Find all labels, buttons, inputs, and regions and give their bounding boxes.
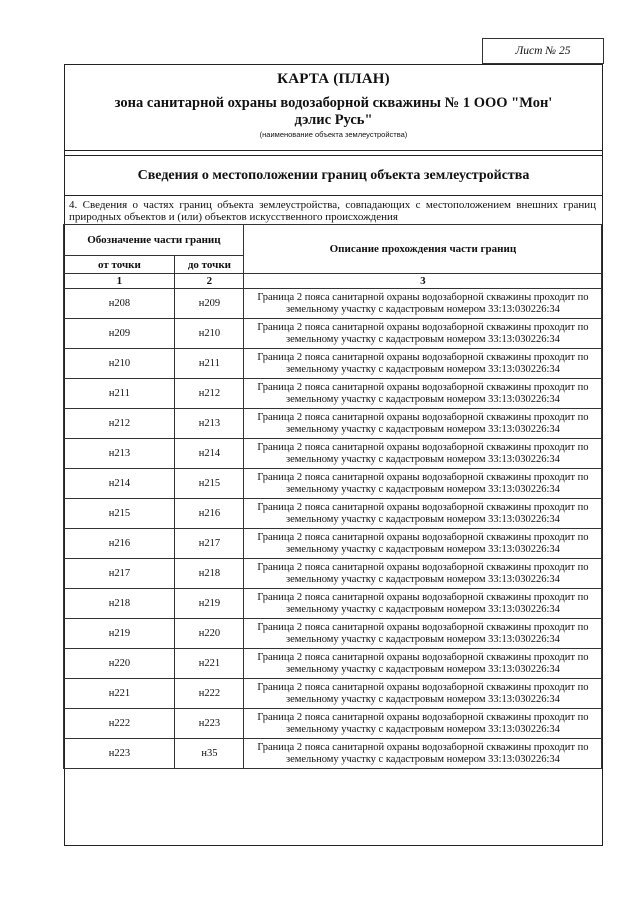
table-row: [64, 739, 602, 769]
column-number: 3: [244, 274, 602, 289]
table-row: [64, 649, 602, 679]
from-point-cell: н218: [64, 589, 175, 619]
to-point-cell: н213: [175, 409, 244, 439]
table-row: [64, 559, 602, 589]
from-point-cell: н215: [64, 499, 175, 529]
from-point-cell: н211: [64, 379, 175, 409]
table-body: [64, 289, 602, 769]
table-row: [64, 439, 602, 469]
from-point-cell: н212: [64, 409, 175, 439]
description-cell: Граница 2 пояса санитарной охраны водозаборной скважины проходит по земельному участку с кадастровым номером 33:13:030226:34: [244, 739, 602, 769]
header-block: [65, 65, 602, 151]
to-point-cell: н35: [175, 739, 244, 769]
to-point-cell: н217: [175, 529, 244, 559]
boundary-table: [63, 224, 602, 769]
description-cell: Граница 2 пояса санитарной охраны водозаборной скважины проходит по земельному участку с кадастровым номером 33:13:030226:34: [244, 559, 602, 589]
table-row: [64, 379, 602, 409]
description-cell: Граница 2 пояса санитарной охраны водозаборной скважины проходит по земельному участку с кадастровым номером 33:13:030226:34: [244, 439, 602, 469]
description-cell: Граница 2 пояса санитарной охраны водозаборной скважины проходит по земельному участку с кадастровым номером 33:13:030226:34: [244, 379, 602, 409]
description-cell: Граница 2 пояса санитарной охраны водозаборной скважины проходит по земельному участку с кадастровым номером 33:13:030226:34: [244, 679, 602, 709]
from-point-cell: н213: [64, 439, 175, 469]
from-point-cell: н210: [64, 349, 175, 379]
from-point-cell: н221: [64, 679, 175, 709]
description-cell: Граница 2 пояса санитарной охраны водозаборной скважины проходит по земельному участку с кадастровым номером 33:13:030226:34: [244, 319, 602, 349]
sheet-number: Лист № 25: [482, 38, 604, 64]
table-row: [64, 409, 602, 439]
description-cell: Граница 2 пояса санитарной охраны водозаборной скважины проходит по земельному участку с кадастровым номером 33:13:030226:34: [244, 289, 602, 319]
description-cell: Граница 2 пояса санитарной охраны водозаборной скважины проходит по земельному участку с кадастровым номером 33:13:030226:34: [244, 619, 602, 649]
description-cell: Граница 2 пояса санитарной охраны водозаборной скважины проходит по земельному участку с кадастровым номером 33:13:030226:34: [244, 469, 602, 499]
description-cell: Граница 2 пояса санитарной охраны водозаборной скважины проходит по земельному участку с кадастровым номером 33:13:030226:34: [244, 649, 602, 679]
description-cell: Граница 2 пояса санитарной охраны водозаборной скважины проходит по земельному участку с кадастровым номером 33:13:030226:34: [244, 499, 602, 529]
from-point-cell: н220: [64, 649, 175, 679]
to-point-cell: н221: [175, 649, 244, 679]
description-cell: Граница 2 пояса санитарной охраны водозаборной скважины проходит по земельному участку с кадастровым номером 33:13:030226:34: [244, 409, 602, 439]
from-point-cell: н217: [64, 559, 175, 589]
header-to-point: до точки: [175, 256, 244, 274]
table-row: [64, 289, 602, 319]
to-point-cell: н220: [175, 619, 244, 649]
object-caption: (наименование объекта землеустройства): [259, 130, 408, 139]
table-row: [64, 319, 602, 349]
to-point-cell: н223: [175, 709, 244, 739]
from-point-cell: н222: [64, 709, 175, 739]
to-point-cell: н210: [175, 319, 244, 349]
to-point-cell: н214: [175, 439, 244, 469]
table-row: [64, 529, 602, 559]
table-row: [64, 469, 602, 499]
section-title: Сведения о местоположении границ объекта землеустройства: [65, 156, 602, 196]
table-row: [64, 349, 602, 379]
document-frame: [64, 64, 603, 846]
to-point-cell: н216: [175, 499, 244, 529]
table-row: [64, 589, 602, 619]
from-point-cell: н208: [64, 289, 175, 319]
table-row: [64, 499, 602, 529]
to-point-cell: н218: [175, 559, 244, 589]
table-row: [64, 619, 602, 649]
from-point-cell: н223: [64, 739, 175, 769]
to-point-cell: н211: [175, 349, 244, 379]
from-point-cell: н209: [64, 319, 175, 349]
table-row: [64, 709, 602, 739]
description-cell: Граница 2 пояса санитарной охраны водозаборной скважины проходит по земельному участку с кадастровым номером 33:13:030226:34: [244, 349, 602, 379]
to-point-cell: н209: [175, 289, 244, 319]
from-point-cell: н214: [64, 469, 175, 499]
to-point-cell: н215: [175, 469, 244, 499]
column-number: 1: [64, 274, 175, 289]
header-group: Обозначение части границ: [64, 225, 244, 256]
from-point-cell: н219: [64, 619, 175, 649]
to-point-cell: н219: [175, 589, 244, 619]
subsection-note: 4. Сведения о частях границ объекта землеустройства, совпадающих с местоположением внешних границ природных объектов и (или) объектов искусственного происхождения: [69, 199, 596, 223]
description-cell: Граница 2 пояса санитарной охраны водозаборной скважины проходит по земельному участку с кадастровым номером 33:13:030226:34: [244, 589, 602, 619]
header-from-point: от точки: [64, 256, 175, 274]
column-number: 2: [175, 274, 244, 289]
description-cell: Граница 2 пояса санитарной охраны водозаборной скважины проходит по земельному участку с кадастровым номером 33:13:030226:34: [244, 529, 602, 559]
to-point-cell: н222: [175, 679, 244, 709]
zone-title: зона санитарной охраны водозаборной скважины № 1 ООО "Мон' дэлис Русь": [114, 95, 553, 128]
map-title: КАРТА (ПЛАН): [277, 71, 390, 87]
to-point-cell: н212: [175, 379, 244, 409]
table-row: [64, 679, 602, 709]
from-point-cell: н216: [64, 529, 175, 559]
header-description: Описание прохождения части границ: [244, 225, 602, 274]
description-cell: Граница 2 пояса санитарной охраны водозаборной скважины проходит по земельному участку с кадастровым номером 33:13:030226:34: [244, 709, 602, 739]
